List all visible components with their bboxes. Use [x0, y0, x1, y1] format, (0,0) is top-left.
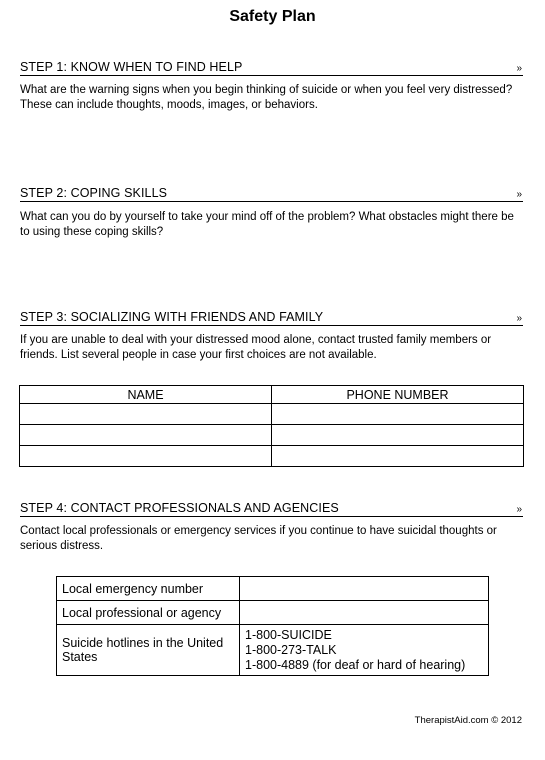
- step1-heading-label: STEP 1: KNOW WHEN TO FIND HELP: [20, 60, 243, 74]
- step2-heading: [20, 185, 523, 202]
- step3-description: If you are unable to deal with your distressed mood alone, contact trusted family members or friends. List several people in case your first choices are not available.: [20, 334, 492, 361]
- friends-family-table: [19, 385, 524, 467]
- phone-cell[interactable]: [272, 446, 524, 467]
- name-column-header: NAME: [20, 386, 272, 404]
- step2-marker: »: [516, 189, 522, 200]
- phone-cell[interactable]: [272, 404, 524, 425]
- step4-heading: [20, 500, 523, 517]
- professional-agency-label: Local professional or agency: [57, 601, 240, 625]
- name-cell[interactable]: [20, 404, 272, 425]
- page-title: Safety Plan: [229, 8, 316, 25]
- professional-agency-value[interactable]: [240, 601, 489, 625]
- phone-cell[interactable]: [272, 425, 524, 446]
- hotlines-value: [240, 625, 489, 676]
- step3-marker: »: [516, 313, 522, 324]
- name-cell[interactable]: [20, 446, 272, 467]
- professionals-table: [56, 576, 489, 676]
- phone-column-header: PHONE NUMBER: [272, 386, 524, 404]
- step3-heading-label: STEP 3: SOCIALIZING WITH FRIENDS AND FAMILY: [20, 310, 324, 324]
- step1-marker: »: [516, 63, 522, 74]
- step1-description: What are the warning signs when you begin thinking of suicide or when you feel very distressed? These can include thoughts, moods, images, or behaviors.: [20, 84, 513, 111]
- table-row: [57, 601, 489, 625]
- table-row: [20, 404, 524, 425]
- emergency-number-value[interactable]: [240, 577, 489, 601]
- step4-heading-label: STEP 4: CONTACT PROFESSIONALS AND AGENCIES: [20, 501, 339, 515]
- table-header-row: [20, 386, 524, 404]
- hotline-1: 1-800-SUICIDE: [245, 627, 332, 642]
- table-row: [57, 625, 489, 676]
- step3-heading: [20, 309, 523, 326]
- hotline-3: 1-800-4889 (for deaf or hard of hearing): [245, 657, 466, 672]
- name-cell[interactable]: [20, 425, 272, 446]
- table-row: [20, 446, 524, 467]
- step1-heading: [20, 59, 523, 76]
- table-row: [57, 577, 489, 601]
- step4-description: Contact local professionals or emergency services if you continue to have suicidal thoughts or serious distress.: [20, 525, 497, 552]
- hotlines-label: Suicide hotlines in the United States: [57, 625, 240, 676]
- table-row: [20, 425, 524, 446]
- step4-marker: »: [516, 504, 522, 515]
- footer-copyright: TherapistAid.com © 2012: [414, 715, 522, 726]
- step2-heading-label: STEP 2: COPING SKILLS: [20, 186, 168, 200]
- step2-description: What can you do by yourself to take your mind off of the problem? What obstacles might there be to using these coping skills?: [20, 211, 514, 238]
- emergency-number-label: Local emergency number: [57, 577, 240, 601]
- hotline-2: 1-800-273-TALK: [245, 642, 337, 657]
